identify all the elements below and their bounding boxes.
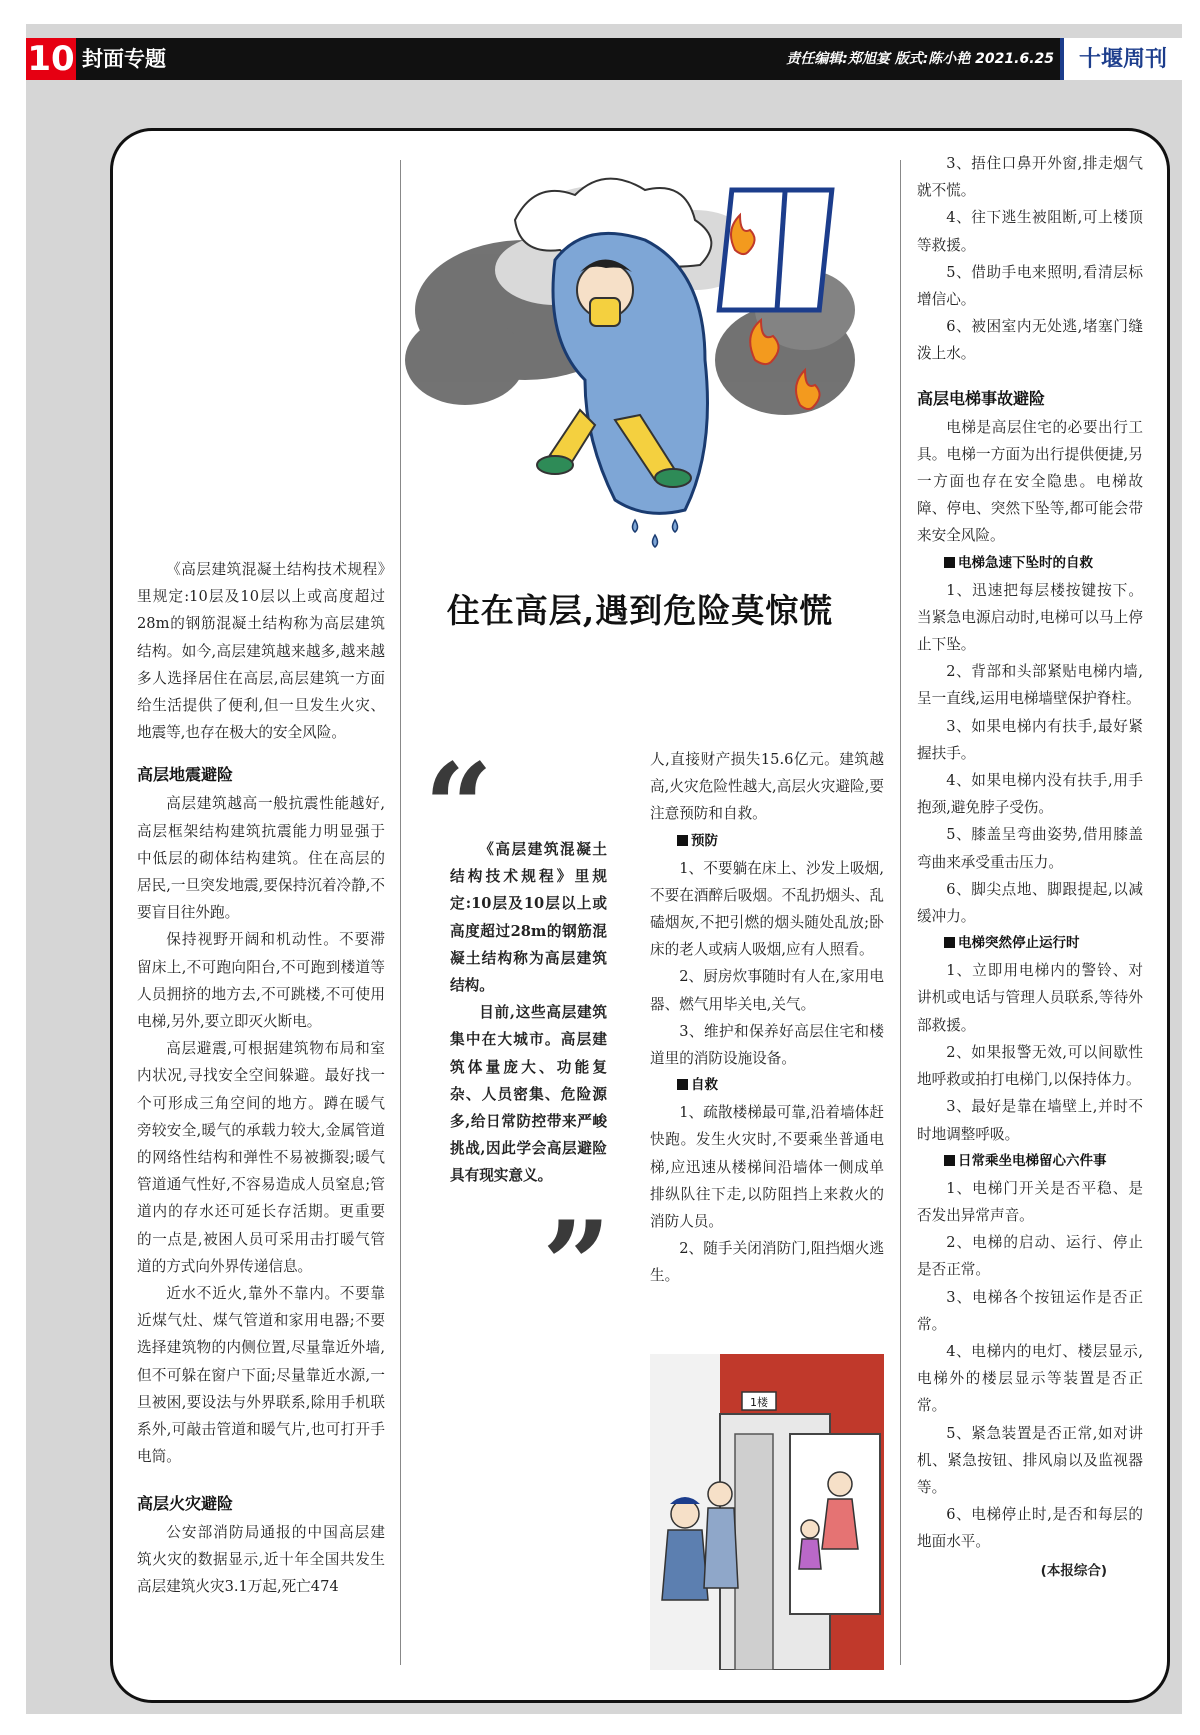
subheading-label: 电梯急速下坠时的自救 [958,554,1093,571]
fire-escape-illustration [405,160,885,555]
close-quote-mark: ” [542,1195,612,1336]
falling-item: 3、如果电梯内有扶手,最好紧握扶手。 [917,717,1143,762]
falling-item: 2、背部和头部紧贴电梯内墙,呈一直线,运用电梯墙壁保护脊柱。 [917,663,1143,708]
subheading-label: 自救 [691,1077,718,1094]
article-headline: 住在高层,遇到危险莫惊慌 [446,591,834,630]
daily-item: 5、紧急装置是否正常,如对讲机、紧急按钮、排风扇以及监视器等。 [917,1424,1143,1496]
earthquake-paragraph: 高层避震,可根据建筑物布局和室内状况,寻找安全空间躲避。最好找一个可形成三角空间的地方。蹲在暖气旁较安全,暖气的承载力较大,金属管道的网络性结构和弹性不易被撕裂;暖气管道通气性好,不容易造成人员窒息;管道内的存水还可延长存活期。更重要的一点是,被困人员可采用击打暖气管道的方式向外界传递信息。 [137,1040,385,1275]
falling-item: 1、迅速把每层楼按键按下。当紧急电源启动时,电梯可以马上停止下坠。 [917,581,1143,654]
subheading-selfrescue [650,1072,884,1099]
prevention-item: 3、维护和保养好高层住宅和楼道里的消防设施设备。 [650,1022,884,1068]
selfrescue-item: 6、被困室内无处逃,堵塞门缝泼上水。 [917,318,1143,363]
page-number: 10 [27,39,75,79]
square-bullet-icon [944,557,955,568]
subheading-label: 电梯突然停止运行时 [958,935,1080,952]
selfrescue-item: 3、捂住口鼻开外窗,排走烟气就不慌。 [917,155,1143,200]
stop-item: 3、最好是靠在墙壁上,并时不时地调整呼吸。 [917,1098,1143,1143]
falling-item: 5、膝盖呈弯曲姿势,借用膝盖弯曲来承受重击压力。 [917,826,1143,871]
daily-item: 4、电梯内的电灯、楼层显示,电梯外的楼层显示等装置是否正常。 [917,1342,1143,1415]
article-credit: (本报综合) [1040,1562,1107,1579]
column-left [137,556,385,1600]
open-quote-mark: “ [424,737,494,878]
square-bullet-icon [677,835,688,846]
daily-item: 6、电梯停止时,是否和每层的地面水平。 [917,1506,1143,1551]
page-header [26,38,1182,80]
column-right [917,150,1143,1585]
earthquake-paragraph: 近水不近火,靠外不靠内。不要靠近煤气灶、煤气管道和家用电器;不要选择建筑物的内侧位置,尽量靠近外墙,但不可躲在窗户下面;尽量靠近水源,一旦被困,要设法与外界联系,除用手机联系外,可敲击管道和暖气片,也可打开手电筒。 [137,1285,385,1466]
column-middle [650,746,884,1290]
stop-item: 1、立即用电梯内的警铃、对讲机或电话与管理人员联系,等待外部救援。 [917,962,1143,1034]
subheading-daily [917,1148,1143,1175]
stop-item: 2、如果报警无效,可以间歇性地呼救或拍打电梯门,以保持体力。 [917,1043,1143,1089]
water-drops [633,520,678,547]
pull-quote-paragraph: 《高层建筑混凝土结构技术规程》里规定:10层及10层以上或高度超过28m的钢筋混凝土结构称为高层建筑结构。 [450,841,607,995]
square-bullet-icon [944,937,955,948]
subheading-stop [917,930,1143,957]
pull-quote-paragraph: 目前,这些高层建筑集中在大城市。高层建筑体量庞大、功能复杂、人员密集、危险源多,给日常防控带来严峻挑战,因此学会高层避险具有现实意义。 [450,1004,607,1185]
selfrescue-item: 1、疏散楼梯最可靠,沿着墙体赶快跑。发生火灾时,不要乘坐普通电梯,应迅速从楼梯间沿墙体一侧成单排纵队往下走,以防阻挡上来救火的消防人员。 [650,1104,884,1231]
subheading-label: 预防 [691,832,718,849]
editor-credits: 责任编辑:郑旭宴 版式:陈小艳 2021.6.25 [786,51,1054,67]
square-bullet-icon [677,1079,688,1090]
falling-item: 6、脚尖点地、脚跟提起,以减缓冲力。 [917,880,1143,926]
section-heading-elevator: 高层电梯事故避险 [917,388,1046,408]
pull-quote [450,836,607,1190]
prevention-item: 2、厨房炊事随时有人在,家用电器、燃气用毕关电,关气。 [650,968,884,1013]
selfrescue-item: 2、随手关闭消防门,阻挡烟火逃生。 [650,1240,884,1285]
daily-item: 3、电梯各个按钮运作是否正常。 [917,1288,1143,1333]
section-title: 封面专题 [82,47,166,71]
subheading-falling [917,550,1143,577]
square-bullet-icon [944,1155,955,1166]
selfrescue-item: 4、往下逃生被阻断,可上楼顶等救援。 [917,209,1143,254]
selfrescue-item: 5、借助手电来照明,看清层标增信心。 [917,263,1143,309]
column-divider [900,160,901,1665]
earthquake-paragraph: 高层建筑越高一般抗震性能越好,高层框架结构建筑抗震能力明显强于中低层的砌体结构建筑。住在高层的居民,一旦突发地震,要保持沉着冷静,不要盲目往外跑。 [137,795,385,922]
section-heading-fire: 高层火灾避险 [137,1493,234,1513]
section-heading-earthquake: 高层地震避险 [137,765,234,785]
column-divider [400,160,401,1665]
elevator-intro: 电梯是高层住宅的必要出行工具。电梯一方面为出行提供便捷,另一方面也存在安全隐患。电梯故障、停电、突然下坠等,都可能会带来安全风险。 [917,418,1143,545]
falling-item: 4、如果电梯内没有扶手,用手抱颈,避免脖子受伤。 [917,772,1143,817]
fire-paragraph-continued: 人,直接财产损失15.6亿元。建筑越高,火灾危险性越大,高层火灾避险,要注意预防和自救。 [650,751,884,823]
elevator-rescue-illustration [650,1354,884,1670]
intro-paragraph: 《高层建筑混凝土结构技术规程》里规定:10层及10层以上或高度超过28m的钢筋混凝土结构称为高层建筑结构。如今,高层建筑越来越多,越来越多人选择居住在高层,高层建筑一方面给生活提供了便利,但一旦发生火灾、地震等,也存在极大的安全风险。 [137,561,385,742]
masthead-logo: 十堰周刊 [1060,38,1182,80]
earthquake-paragraph: 保持视野开阔和机动性。不要滞留床上,不可跑向阳台,不可跑到楼道等人员拥挤的地方去,不可跳楼,不可使用电梯,另外,要立即灭火断电。 [137,931,385,1031]
elevator-floor-sign: 1楼 [750,1396,768,1409]
fire-paragraph: 公安部消防局通报的中国高层建筑火灾的数据显示,近十年全国共发生高层建筑火灾3.1万起,死亡474 [137,1523,385,1595]
subheading-label: 日常乘坐电梯留心六件事 [958,1152,1107,1169]
subheading-prevention [650,828,884,855]
daily-item: 2、电梯的启动、运行、停止是否正常。 [917,1234,1143,1279]
prevention-item: 1、不要躺在床上、沙发上吸烟,不要在酒醉后吸烟。不乱扔烟头、乱磕烟灰,不把引燃的烟头随处乱放;卧床的老人或病人吸烟,应有人照看。 [650,859,884,959]
daily-item: 1、电梯门开关是否平稳、是否发出异常声音。 [917,1179,1143,1224]
